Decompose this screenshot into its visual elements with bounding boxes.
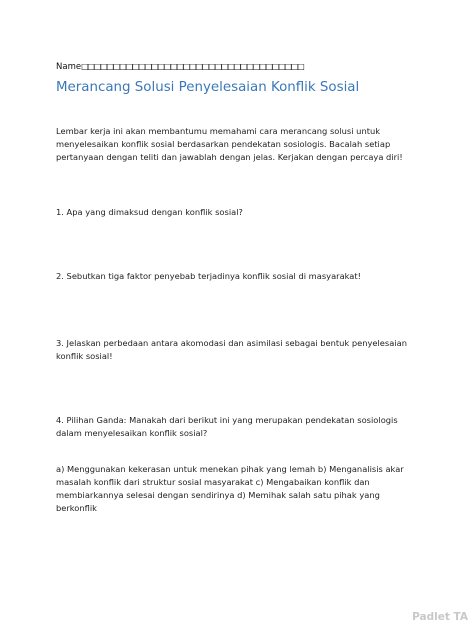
question-4: 4. Pilihan Ganda: Manakah dari berikut ini yang merupakan pendekatan sosiologis dalam menyelesaikan konflik sosial?: [56, 415, 398, 438]
question-4-options: a) Menggunakan kekerasan untuk menekan pihak yang lemah b) Menganalisis akar masalah konflik dari struktur sosial masyarakat c) Mengabaikan konflik dan membiarkannya selesai dengan sendirinya d) Memihak salah satu pihak yang berkonflik: [56, 464, 404, 513]
intro-paragraph: Lembar kerja ini akan membantumu memahami cara merancang solusi untuk menyelesaikan konflik sosial berdasarkan pendekatan sosiologis. Bacalah setiap pertanyaan dengan teliti dan jawablah dengan jelas. Kerjakan dengan percaya diri!: [56, 126, 403, 162]
name-label: Name: [56, 62, 82, 72]
name-field-line: [56, 62, 304, 72]
question-3: 3. Jelaskan perbedaan antara akomodasi dan asimilasi sebagai bentuk penyelesaian konflik sosial!: [56, 338, 407, 361]
padlet-watermark: Padlet TA: [412, 611, 468, 623]
name-blank-boxes: □□□□□□□□□□□□□□□□□□□□□□□□□□□□□□□□□□□: [81, 62, 304, 71]
worksheet-title: Merancang Solusi Penyelesaian Konflik Sosial: [56, 80, 360, 95]
question-2: 2. Sebutkan tiga faktor penyebab terjadinya konflik sosial di masyarakat!: [56, 271, 361, 281]
question-1: 1. Apa yang dimaksud dengan konflik sosial?: [56, 207, 243, 217]
